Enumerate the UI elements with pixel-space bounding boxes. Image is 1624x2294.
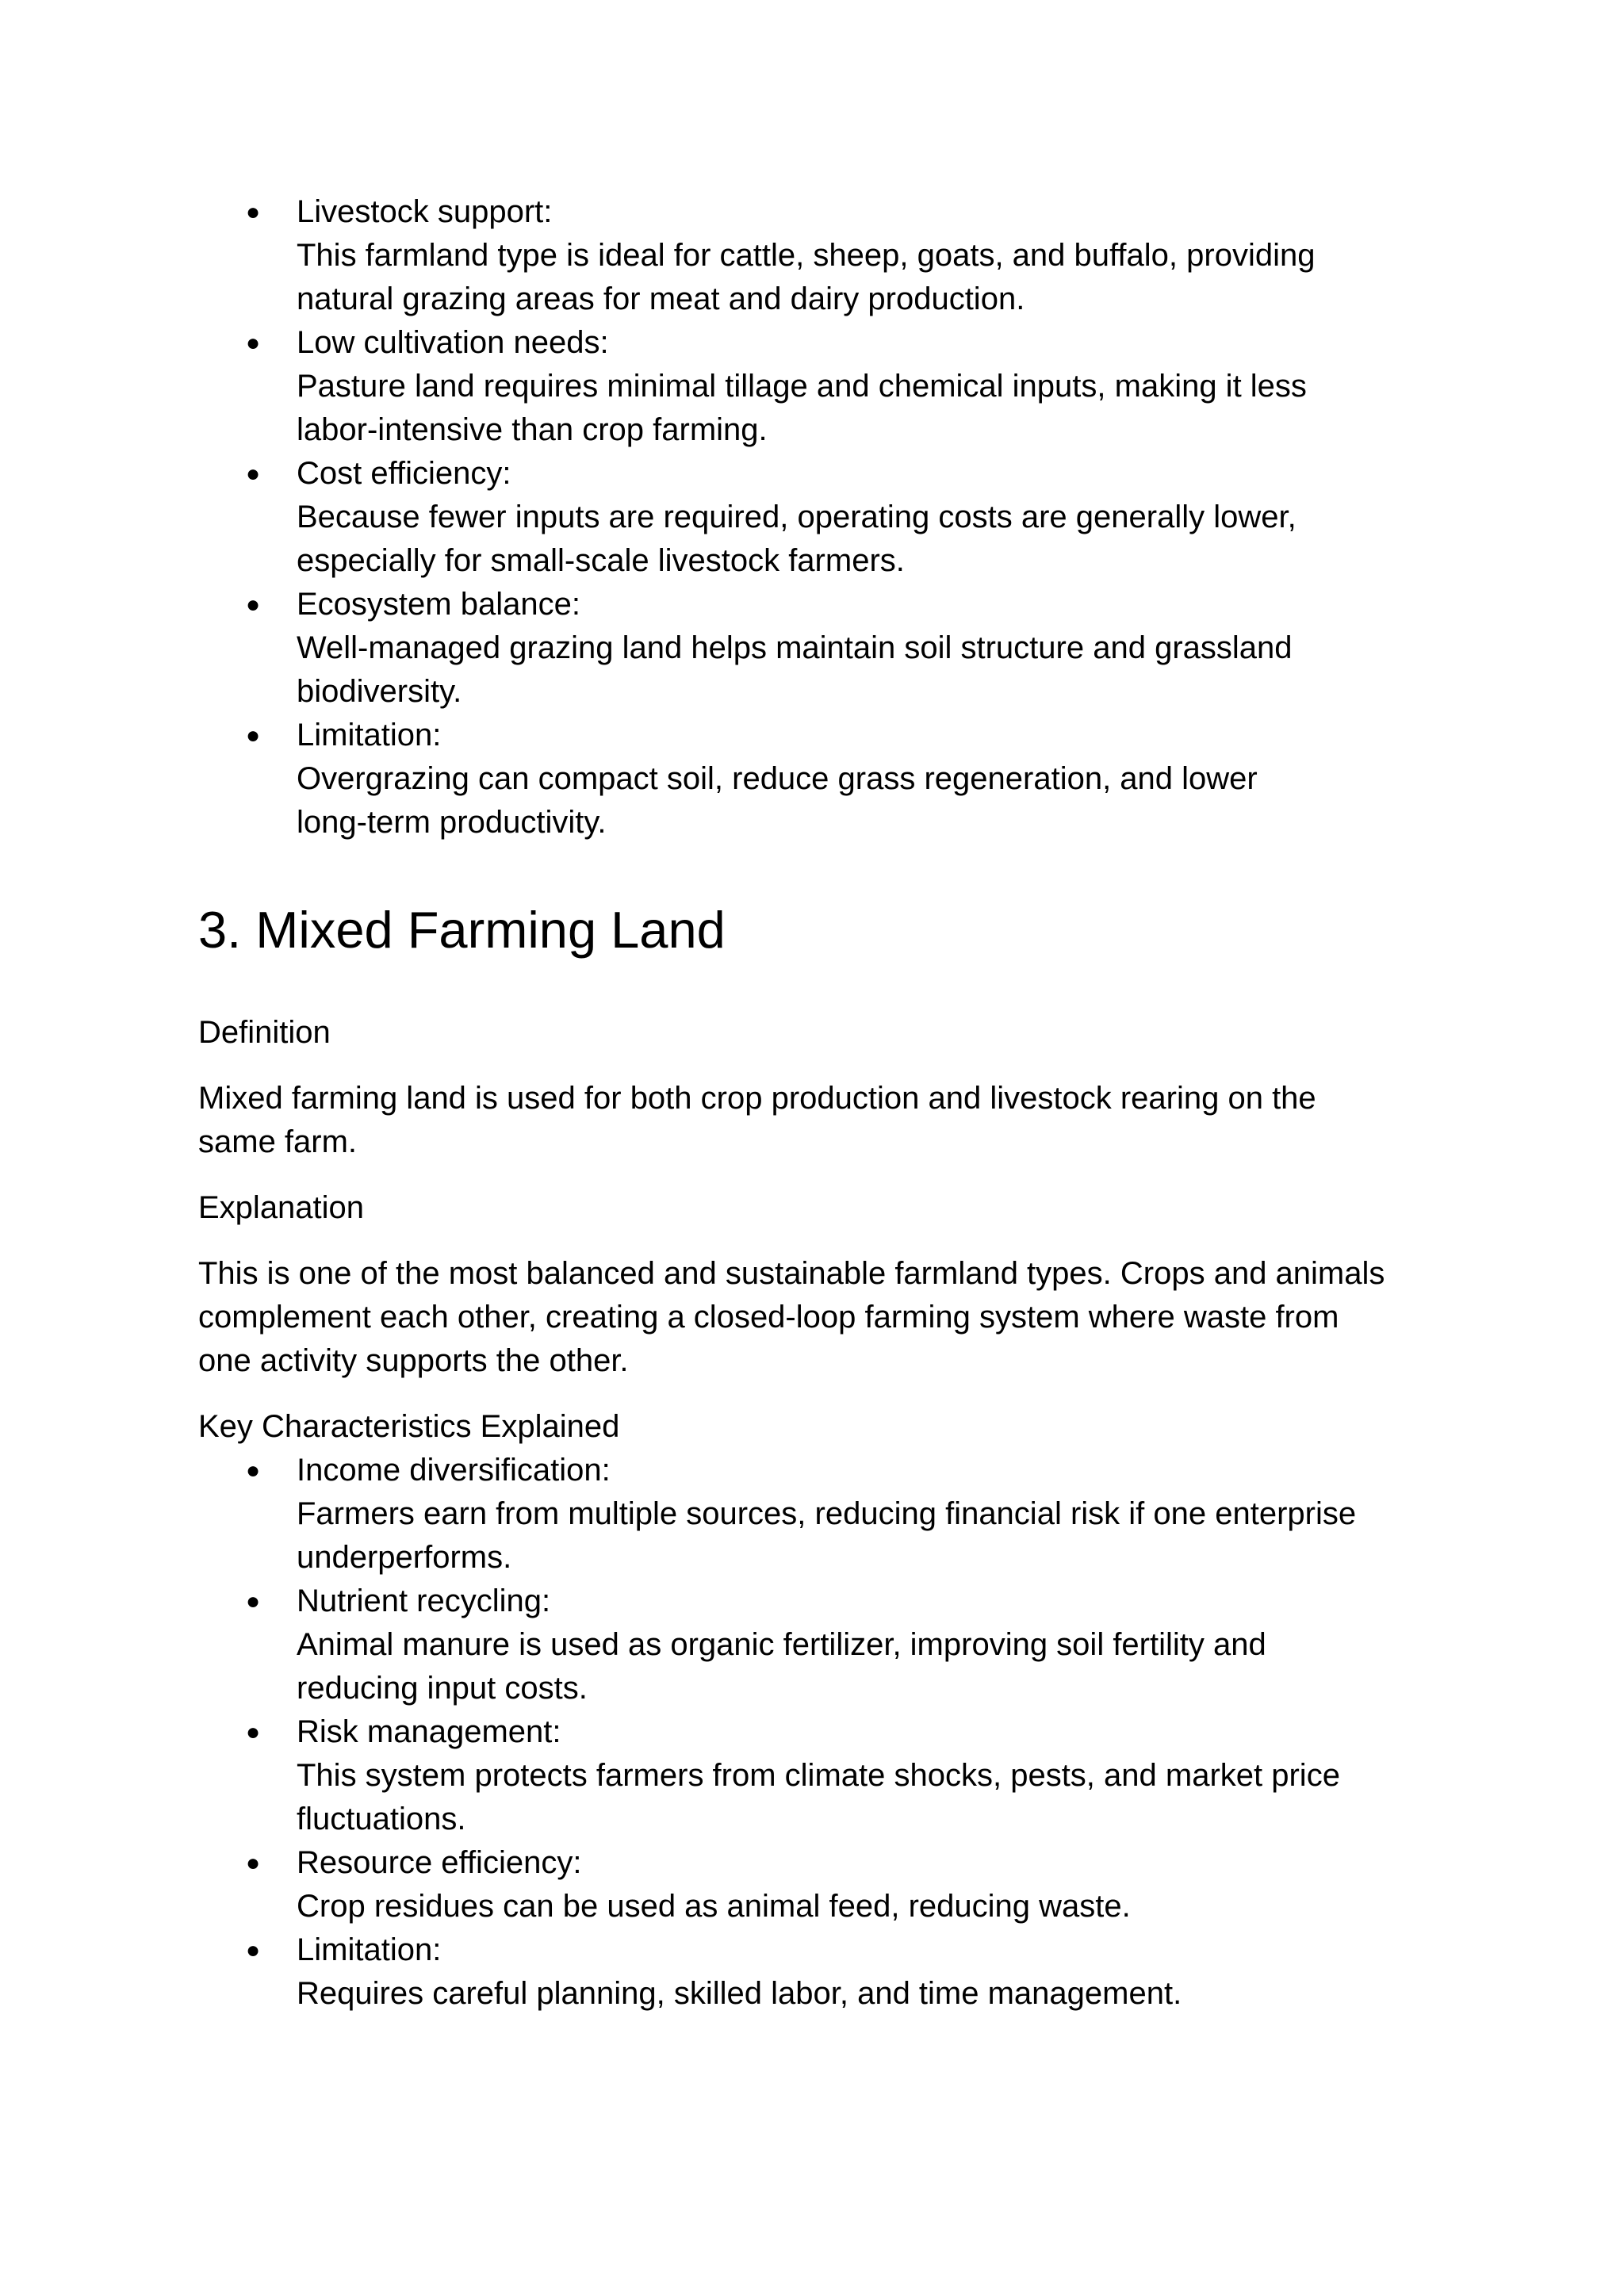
paragraph-line: same farm. — [198, 1124, 358, 1159]
list-item — [198, 1710, 1451, 1841]
list-item-line: reducing input costs. — [297, 1671, 588, 1706]
explanation-paragraph — [198, 1252, 1451, 1383]
list-item — [198, 190, 1451, 321]
key-characteristics-list — [198, 1449, 1451, 2016]
paragraph-line: Mixed farming land is used for both crop production and livestock rearing on the — [198, 1081, 1316, 1116]
list-item-title: Risk management: — [297, 1714, 561, 1749]
list-item — [198, 1449, 1451, 1580]
document-page — [198, 190, 1451, 2016]
list-item-line: Overgrazing can compact soil, reduce grass regeneration, and lower — [297, 761, 1258, 796]
key-characteristics-label: Key Characteristics Explained — [198, 1409, 620, 1444]
list-item-line: labor-intensive than crop farming. — [297, 412, 768, 447]
bullet-icon: ● — [246, 461, 261, 487]
list-item-title: Cost efficiency: — [297, 456, 511, 491]
bullet-icon: ● — [246, 1719, 261, 1745]
list-item-line: This system protects farmers from climate shocks, pests, and market price — [297, 1758, 1340, 1793]
list-item — [198, 714, 1451, 844]
list-item — [198, 321, 1451, 452]
definition-label: Definition — [198, 1015, 331, 1050]
list-item-line: Well-managed grazing land helps maintain soil structure and grassland — [297, 630, 1293, 665]
bullet-icon: ● — [246, 592, 261, 618]
bullet-icon: ● — [246, 330, 261, 356]
explanation-label: Explanation — [198, 1190, 365, 1225]
paragraph-line: one activity supports the other. — [198, 1343, 629, 1378]
list-item-title: Ecosystem balance: — [297, 587, 580, 622]
list-item — [198, 1841, 1451, 1928]
list-item-title: Limitation: — [297, 718, 442, 753]
list-item — [198, 452, 1451, 583]
list-item-line: This farmland type is ideal for cattle, sheep, goats, and buffalo, providing — [297, 238, 1316, 273]
bullet-icon: ● — [246, 1937, 261, 1963]
list-item-line: Pasture land requires minimal tillage and chemical inputs, making it less — [297, 369, 1307, 404]
paragraph-line: This is one of the most balanced and sustainable farmland types. Crops and animals — [198, 1256, 1385, 1291]
list-item-line: Requires careful planning, skilled labor, and time management. — [297, 1976, 1182, 2011]
list-item-title: Livestock support: — [297, 194, 553, 229]
list-item — [198, 583, 1451, 714]
list-item-line: underperforms. — [297, 1540, 512, 1575]
list-item-title: Income diversification: — [297, 1453, 611, 1488]
bullet-icon: ● — [246, 722, 261, 749]
list-item-line: natural grazing areas for meat and dairy production. — [297, 281, 1025, 316]
bullet-icon: ● — [246, 1588, 261, 1614]
bullet-icon: ● — [246, 1850, 261, 1876]
list-item-title: Low cultivation needs: — [297, 325, 609, 360]
list-item — [198, 1928, 1451, 2016]
list-item-title: Limitation: — [297, 1932, 442, 1967]
list-item-line: Because fewer inputs are required, operating costs are generally lower, — [297, 500, 1297, 534]
section-heading: 3. Mixed Farming Land — [198, 901, 726, 959]
list-item-line: biodiversity. — [297, 674, 462, 709]
list-item-title: Nutrient recycling: — [297, 1584, 551, 1618]
list-item-title: Resource efficiency: — [297, 1845, 582, 1880]
list-item — [198, 1580, 1451, 1710]
bullet-icon: ● — [246, 1457, 261, 1484]
top-characteristics-list — [198, 190, 1451, 844]
list-item-line: Crop residues can be used as animal feed, reducing waste. — [297, 1889, 1131, 1924]
bullet-icon: ● — [246, 199, 261, 225]
paragraph-line: complement each other, creating a closed-loop farming system where waste from — [198, 1300, 1339, 1335]
list-item-line: especially for small-scale livestock farmers. — [297, 543, 905, 578]
list-item-line: Animal manure is used as organic fertilizer, improving soil fertility and — [297, 1627, 1266, 1662]
list-item-line: Farmers earn from multiple sources, reducing financial risk if one enterprise — [297, 1496, 1357, 1531]
definition-paragraph — [198, 1077, 1451, 1164]
list-item-line: fluctuations. — [297, 1802, 466, 1836]
list-item-line: long-term productivity. — [297, 805, 607, 840]
